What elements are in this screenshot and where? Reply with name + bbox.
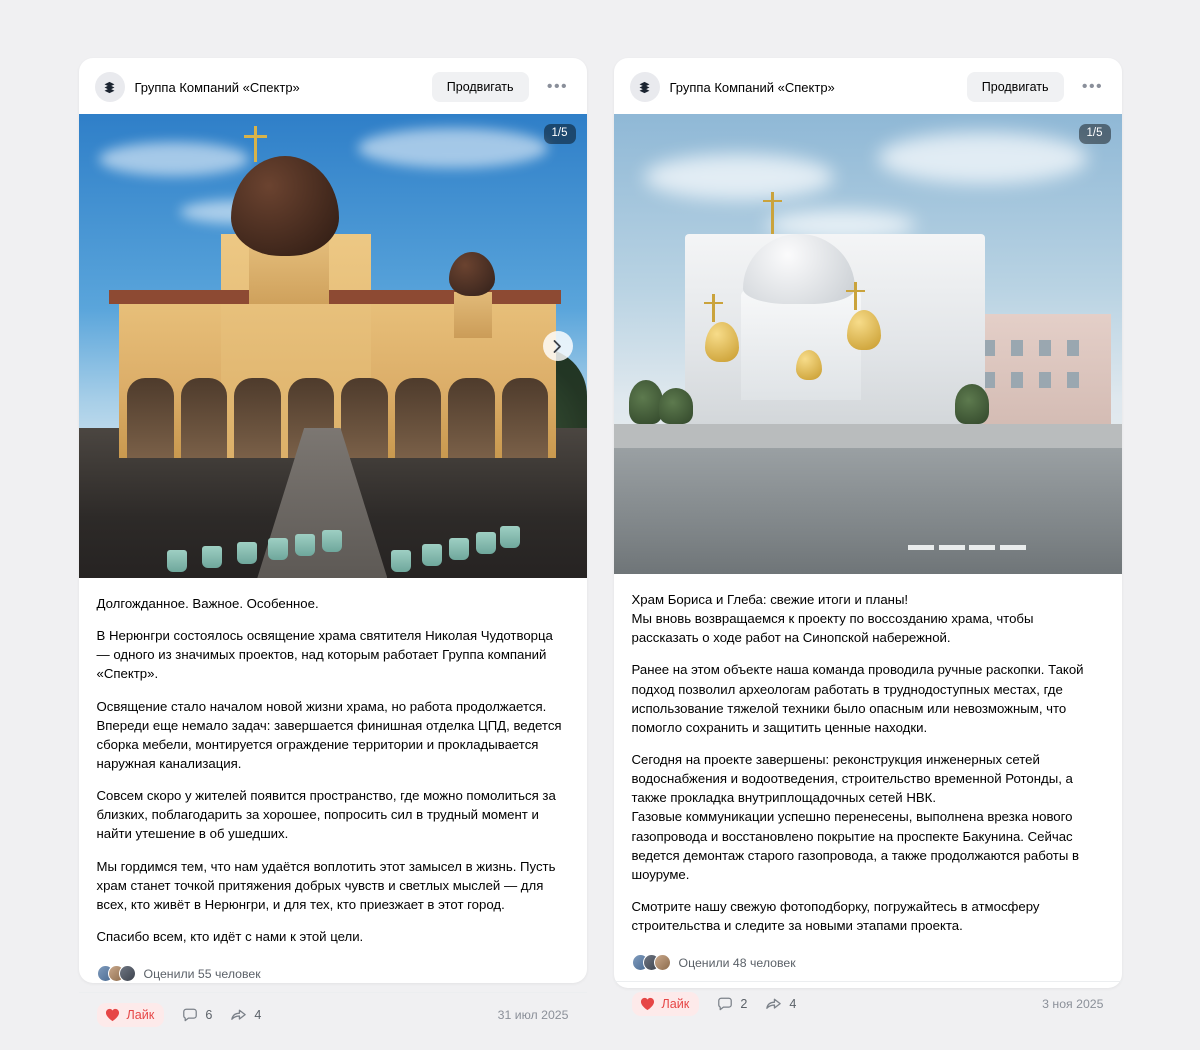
post-paragraph: Спасибо всем, кто идёт с нами к этой цели. [96,928,364,944]
liker-avatars [632,954,671,971]
more-options-icon[interactable]: ••• [1081,78,1104,95]
photo-scene-church-boris-gleb [614,114,1122,574]
post-paragraph: Смотрите нашу свежую фотоподборку, погружайтесь в атмосферу строительства и следите за новыми этапами проекта. [631,898,1040,934]
comment-count: 2 [740,997,748,1012]
post-paragraph: Газовые коммуникации успешно перенесены, выполнена врезка нового газопровода и восстановлено покрытие на проспекте Бакунина. Сейчас ведется демонтаж старого газопровода, а также продолжаются работы в шоуруме. [631,809,1079,882]
comment-button[interactable] [182,1007,212,1023]
next-photo-icon[interactable] [543,331,573,361]
post-paragraph: Сегодня на проекте завершены: реконструкция инженерных сетей водоснабжения и водоотведения, строительство временной Ротонды, а также прокладка внутриплощадочных сетей НВК. [631,751,1073,806]
avatar [654,954,671,971]
heart-icon [105,1008,120,1022]
post-paragraph: Мы гордимся тем, что нам удаётся воплотить этот замысел в жизнь. Пусть храм станет точкой притяжения добрых чувств и светлых мыслей — для всех, кто живёт в Нерюнгри, и для тех, кто приезжает в этот город. [96,858,556,912]
post-paragraph: Совсем скоро у жителей появится пространство, где можно помолиться за близких, поблагодарить за хорошее, попросить сил в трудный момент и найти утешение в об ушедших. [96,788,556,842]
post-paragraph: Освящение стало началом новой жизни храма, но работа продолжается. Впереди еще немало задач: завершается финишная отделка ЦПД, ведется сборка мебели, монтируется ограждение территории и прокладывается наружная канализация. [96,698,562,771]
post-paragraph: Храм Бориса и Глеба: свежие итоги и планы! [631,592,909,607]
post-body [79,578,587,946]
post-card-1 [79,58,587,1023]
like-button[interactable] [632,992,700,1016]
avatar[interactable] [630,72,660,102]
comment-button[interactable] [717,996,747,1012]
post-header [614,58,1122,114]
share-icon [765,996,782,1012]
share-count: 4 [254,1008,262,1023]
more-options-icon[interactable]: ••• [546,78,569,95]
share-button[interactable] [765,996,796,1012]
promote-button[interactable]: Продвигать [432,72,529,102]
post-date: 3 ноя 2025 [1042,997,1104,1012]
share-icon [230,1007,247,1023]
post-actions [79,992,587,1043]
post-paragraph: Долгожданное. Важное. Особенное. [96,596,319,611]
post-actions [614,981,1122,1032]
comment-count: 6 [205,1008,213,1023]
like-label: Лайк [661,997,690,1012]
share-button[interactable] [230,1007,261,1023]
likes-summary[interactable] [79,959,587,992]
post-photo[interactable] [614,114,1122,574]
photo-scene-church-nikolay [79,114,587,578]
avatar[interactable] [95,72,125,102]
likes-count-label: Оценили 55 человек [143,966,261,981]
heart-icon [640,997,655,1011]
liker-avatars [97,965,136,982]
post-author-name[interactable]: Группа Компаний «Спектр» [134,79,300,95]
like-label: Лайк [126,1008,155,1023]
post-paragraph: В Нерюнгри состоялось освящение храма святителя Николая Чудотворца — одного из значимых проектов, над которым работает Группа компаний «Спектр». [96,628,553,682]
post-paragraph: Мы вновь возвращаемся к проекту по воссозданию храма, чтобы рассказать о ходе работ на Синопской набережной. [631,611,1034,646]
photo-counter: 1/5 [544,124,576,144]
post-header [79,58,587,114]
post-photo[interactable] [79,114,587,578]
share-count: 4 [789,997,797,1012]
post-card-2 [614,58,1122,1012]
likes-summary[interactable] [614,948,1122,981]
post-body [614,574,1122,935]
photo-counter: 1/5 [1079,124,1111,144]
post-date: 31 июл 2025 [497,1008,569,1023]
avatar [119,965,136,982]
like-button[interactable] [97,1003,165,1027]
post-author-name[interactable]: Группа Компаний «Спектр» [669,79,835,95]
post-paragraph: Ранее на этом объекте наша команда проводила ручные раскопки. Такой подход позволил археологам работать в труднодоступных местах, где использование тяжелой техники было опасным или невозможным, что помогло сохранить и защитить ценные находки. [631,662,1084,735]
comment-icon [182,1007,198,1023]
comment-icon [717,996,733,1012]
likes-count-label: Оценили 48 человек [678,955,796,970]
promote-button[interactable]: Продвигать [967,72,1064,102]
